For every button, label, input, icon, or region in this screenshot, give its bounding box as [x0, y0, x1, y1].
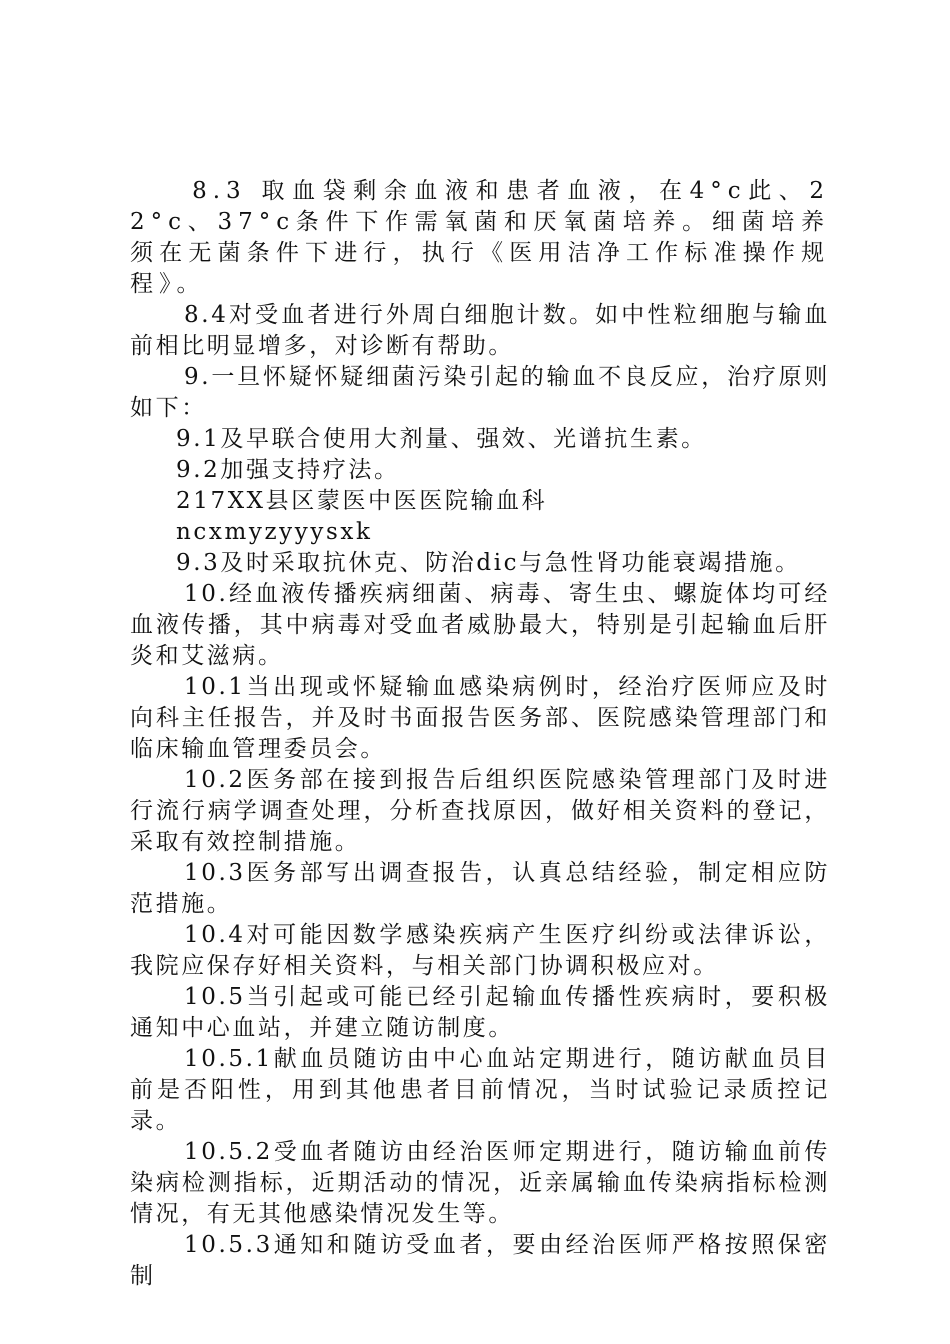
paragraph-9-3: 9.3及时采取抗休克、防治dic与急性肾功能衰竭措施。: [176, 550, 801, 576]
paragraph-9-2: 9.2加强支持疗法。: [176, 457, 400, 483]
paragraph-8-3: 8.3 取血袋剩余血液和患者血液，在4°c此、22°c、37°c条件下作需氧菌和厌氧菌培养。细菌培养须在无菌条件下进行，执行《医用洁净工作标准操作规程》。: [130, 178, 830, 297]
paragraph-8-4: 8.4对受血者进行外周白细胞计数。如中性粒细胞与输血前相比明显增多，对诊断有帮助。: [130, 302, 830, 359]
document-body: [130, 176, 830, 1292]
paragraph-10-5-2: 10.5.2受血者随访由经治医师定期进行，随访输血前传染病检测指标，近期活动的情况，近亲属输血传染病指标检测情况，有无其他感染情况发生等。: [130, 1139, 830, 1227]
paragraph-10-1: 10.1当出现或怀疑输血感染病例时，经治疗医师应及时向科主任报告，并及时书面报告医务部、医院感染管理部门和临床输血管理委员会。: [130, 674, 830, 762]
paragraph-10-5: 10.5当引起或可能已经引起输血传播性疾病时，要积极通知中心血站，并建立随访制度。: [130, 984, 830, 1041]
paragraph-10-2: 10.2医务部在接到报告后组织医院感染管理部门及时进行流行病学调查处理，分析查找原因，做好相关资料的登记，采取有效控制措施。: [130, 767, 830, 855]
paragraph-10-5-3: 10.5.3通知和随访受血者，要由经治医师严格按照保密制: [130, 1232, 830, 1289]
paragraph-10-4: 10.4对可能因数学感染疾病产生医疗纠纷或法律诉讼，我院应保存好相关资料，与相关部门协调积极应对。: [130, 922, 830, 979]
paragraph-9-1: 9.1及早联合使用大剂量、强效、光谱抗生素。: [176, 426, 707, 452]
paragraph-hospital-code: ncxmyzyyysxk: [176, 519, 373, 545]
paragraph-10-5-1: 10.5.1献血员随访由中心血站定期进行，随访献血员目前是否阳性，用到其他患者目前情况，当时试验记录质控记录。: [130, 1046, 830, 1134]
paragraph-10: 10.经血液传播疾病细菌、病毒、寄生虫、螺旋体均可经血液传播，其中病毒对受血者威胁最大，特别是引起输血后肝炎和艾滋病。: [130, 581, 830, 669]
paragraph-10-3: 10.3医务部写出调查报告，认真总结经验，制定相应防范措施。: [130, 860, 830, 917]
paragraph-9: 9.一旦怀疑怀疑细菌污染引起的输血不良反应，治疗原则如下：: [130, 364, 830, 421]
paragraph-hospital-name: 217XX县区蒙医中医医院输血科: [176, 488, 548, 514]
